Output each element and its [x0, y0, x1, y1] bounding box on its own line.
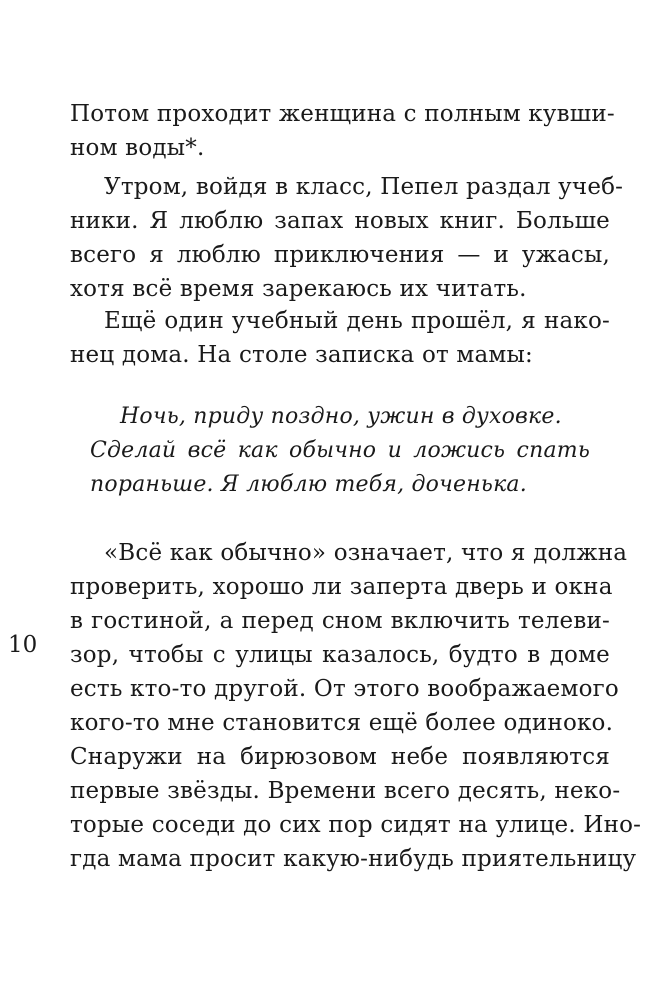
text-line: Снаружи на бирюзовом небе появляются: [70, 744, 610, 770]
text-line: проверить, хорошо ли заперта дверь и окна: [70, 574, 613, 600]
text-line: первые звёзды. Времени всего десять, неко-: [70, 778, 621, 804]
text-line: гда мама просит какую-нибудь приятельницу: [70, 846, 637, 872]
text-line: кого-то мне становится ещё более одиноко.: [70, 710, 614, 736]
text-line: нец дома. На столе записка от мамы:: [70, 342, 533, 368]
note-line: Сделай всё как обычно и ложись спать: [90, 438, 590, 463]
note-line: Ночь, приду поздно, ужин в духовке.: [120, 404, 562, 429]
text-line: ники. Я люблю запах новых книг. Больше: [70, 208, 610, 234]
text-line: «Всё как обычно» означает, что я должна: [104, 540, 628, 566]
text-line: Утром, войдя в класс, Пепел раздал учеб-: [104, 174, 624, 200]
text-line: всего я люблю приключения — и ужасы,: [70, 242, 610, 268]
text-line: Потом проходит женщина с полным кувши-: [70, 101, 615, 127]
text-line: есть кто-то другой. От этого воображаемого: [70, 676, 619, 702]
page-number: 10: [8, 632, 38, 658]
text-line: торые соседи до сих пор сидят на улице. Ино-: [70, 812, 642, 838]
text-line: в гостиной, а перед сном включить телеви-: [70, 608, 610, 634]
text-line: хотя всё время зарекаюсь их читать.: [70, 276, 527, 302]
note-line: пораньше. Я люблю тебя, доченька.: [90, 472, 527, 497]
text-line: Ещё один учебный день прошёл, я нако-: [104, 308, 610, 334]
text-line: зор, чтобы с улицы казалось, будто в доме: [70, 642, 610, 668]
text-line: ном воды*.: [70, 135, 205, 161]
